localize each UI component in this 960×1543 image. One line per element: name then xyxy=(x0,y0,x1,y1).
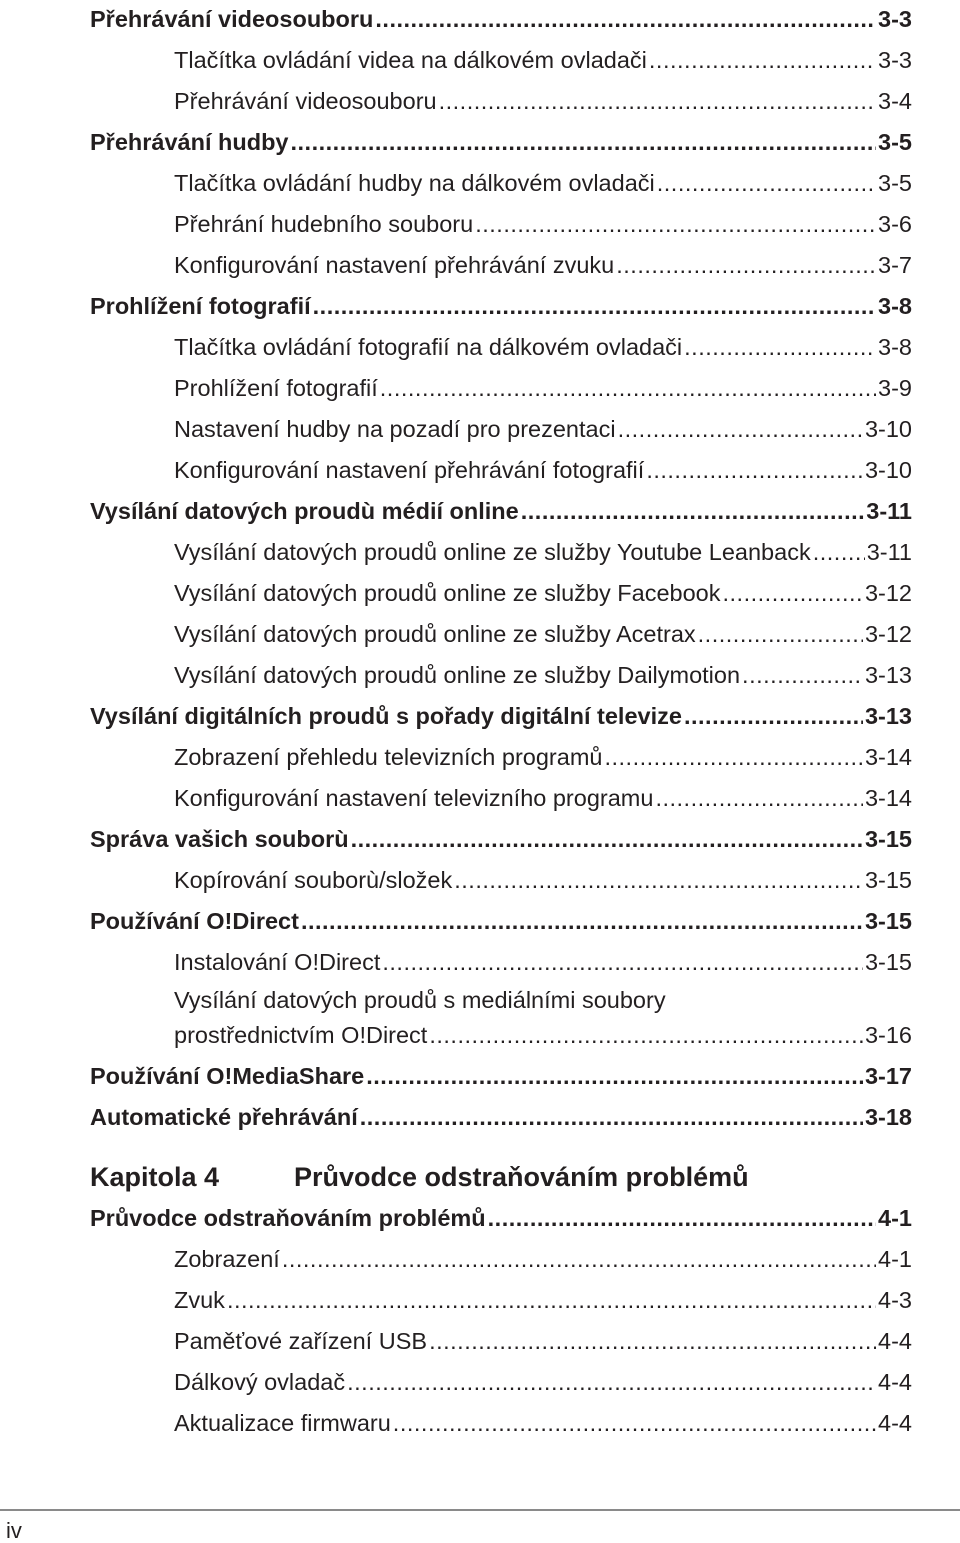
toc-leader-dots xyxy=(347,1368,876,1396)
toc-entry-page: 3-15 xyxy=(864,949,912,975)
toc-entry-title: Správa vašich souborù xyxy=(90,826,349,852)
toc-subsection-entry[interactable] xyxy=(90,943,912,984)
toc-entry-title: Zvuk xyxy=(174,1287,225,1313)
toc-entry-title: Vysílání datových proudů online ze služby Youtube Leanback xyxy=(174,539,811,565)
toc-leader-dots xyxy=(655,784,863,812)
toc-subsection-entry[interactable] xyxy=(90,41,912,82)
toc-leader-dots xyxy=(646,456,863,484)
toc-entry-page: 3-14 xyxy=(864,744,912,770)
toc-entry-page: 3-17 xyxy=(864,1063,912,1089)
toc-subsection-entry[interactable] xyxy=(90,82,912,123)
toc-entry-page: 3-11 xyxy=(866,539,912,565)
toc-subsection-entry[interactable] xyxy=(90,328,912,369)
toc-entry-page: 4-4 xyxy=(878,1410,912,1436)
toc-entry-page: 3-5 xyxy=(878,170,912,196)
toc-subsection-entry[interactable] xyxy=(90,1363,912,1404)
toc-leader-dots xyxy=(382,948,863,976)
toc-entry-title: Automatické přehrávání xyxy=(90,1104,358,1130)
toc-leader-dots xyxy=(313,292,876,320)
toc-entry-page: 3-4 xyxy=(878,88,912,114)
toc-entry-title: Přehrávání hudby xyxy=(90,129,289,155)
toc-leader-dots xyxy=(366,1062,863,1090)
toc-entry-page: 3-3 xyxy=(878,47,912,73)
toc-subsection-entry[interactable] xyxy=(90,205,912,246)
toc-leader-dots xyxy=(227,1286,876,1314)
toc-entry-title: Vysílání datových proudů online ze služby Dailymotion xyxy=(174,662,741,688)
toc-leader-dots xyxy=(488,1204,876,1232)
toc-entry-title: Tlačítka ovládání videa na dálkovém ovladači xyxy=(174,47,647,73)
toc-leader-dots xyxy=(282,1245,876,1273)
toc-subsection-entry[interactable] xyxy=(90,451,912,492)
toc-entry-title: Přehrávání videosouboru xyxy=(174,88,437,114)
toc-entry-title: Tlačítka ovládání fotografií na dálkovém ovladači xyxy=(174,334,683,360)
toc-entry-page: 4-1 xyxy=(878,1246,912,1272)
toc-entry-title: Přehrání hudebního souboru xyxy=(174,211,474,237)
toc-entry-title: Nastavení hudby na pozadí pro prezentaci xyxy=(174,416,616,442)
toc-entry-title: Kopírování souborù/složek xyxy=(174,867,453,893)
toc-entry-title: Vysílání datových proudů online ze služby Facebook xyxy=(174,580,721,606)
toc-entry-title: Instalování O!Direct xyxy=(174,949,381,975)
toc-leader-dots xyxy=(813,538,865,566)
toc-entry-page: 3-15 xyxy=(864,826,912,852)
toc-leader-dots xyxy=(684,333,876,361)
toc-entry-title-line1: Vysílání datových proudů s mediálními soubory xyxy=(174,987,666,1013)
footer-divider xyxy=(0,1509,960,1511)
toc-leader-dots xyxy=(351,825,863,853)
toc-subsection-entry[interactable] xyxy=(90,164,912,205)
toc-leader-dots xyxy=(291,128,877,156)
toc-leader-dots xyxy=(649,46,876,74)
toc-leader-dots xyxy=(429,1021,863,1049)
toc-entry-title: Tlačítka ovládání hudby na dálkovém ovladači xyxy=(174,170,655,196)
chapter-heading xyxy=(90,1139,912,1199)
toc-section-entry[interactable] xyxy=(90,697,912,738)
toc-entry-page: 3-18 xyxy=(864,1104,912,1130)
toc-leader-dots xyxy=(616,251,876,279)
toc-leader-dots xyxy=(684,702,863,730)
toc-section-entry[interactable] xyxy=(90,0,912,41)
toc-entry-page: 3-10 xyxy=(864,416,912,442)
toc-subsection-entry[interactable] xyxy=(90,369,912,410)
toc-entry-title: Aktualizace firmwaru xyxy=(174,1410,391,1436)
toc-section-entry[interactable] xyxy=(90,902,912,943)
toc-leader-dots xyxy=(360,1103,863,1131)
toc-subsection-entry[interactable] xyxy=(90,861,912,902)
toc-entry-title: Používání O!Direct xyxy=(90,908,299,934)
toc-section-entry[interactable] xyxy=(90,287,912,328)
toc-leader-dots xyxy=(657,169,876,197)
toc-subsection-entry[interactable] xyxy=(90,574,912,615)
toc-entry-title: Zobrazení xyxy=(174,1246,280,1272)
toc-subsection-entry[interactable] xyxy=(90,738,912,779)
toc-section-entry[interactable] xyxy=(90,1057,912,1098)
toc-entry-page: 3-16 xyxy=(864,1022,912,1048)
toc-subsection-entry[interactable] xyxy=(90,1240,912,1281)
page-number: iv xyxy=(6,1518,22,1543)
toc-entry-multiline[interactable] xyxy=(90,984,912,1057)
toc-entry-page: 4-4 xyxy=(878,1369,912,1395)
toc-leader-dots xyxy=(375,5,876,33)
toc-entry-title: Dálkový ovladač xyxy=(174,1369,346,1395)
toc-leader-dots xyxy=(604,743,862,771)
toc-subsection-entry[interactable] xyxy=(90,246,912,287)
toc-leader-dots xyxy=(454,866,863,894)
toc-leader-dots xyxy=(742,661,863,689)
toc-entry-title-line2: prostřednictvím O!Direct xyxy=(174,1022,428,1048)
toc-section-entry[interactable] xyxy=(90,820,912,861)
toc-entry-page: 4-1 xyxy=(878,1205,912,1231)
toc-subsection-entry[interactable] xyxy=(90,615,912,656)
toc-section-entry[interactable] xyxy=(90,1098,912,1139)
toc-entry-page: 3-11 xyxy=(866,498,912,524)
chapter-label: Kapitola 4 xyxy=(90,1162,220,1192)
toc-entry-title: Paměťové zařízení USB xyxy=(174,1328,428,1354)
toc-entry-page: 3-12 xyxy=(864,621,912,647)
toc-section-entry[interactable] xyxy=(90,123,912,164)
toc-section-chapter-3-end xyxy=(90,1057,912,1139)
toc-subsection-entry[interactable] xyxy=(90,656,912,697)
table-of-contents xyxy=(90,0,912,1445)
toc-section-entry[interactable] xyxy=(90,1199,912,1240)
toc-entry-page: 3-6 xyxy=(878,211,912,237)
toc-entry-title: Konfigurování nastavení přehrávání zvuku xyxy=(174,252,615,278)
toc-leader-dots xyxy=(475,210,876,238)
toc-leader-dots xyxy=(301,907,863,935)
toc-entry-page: 3-10 xyxy=(864,457,912,483)
toc-entry-title: Vysílání digitálních proudů s pořady digitální televize xyxy=(90,703,682,729)
toc-leader-dots xyxy=(722,579,862,607)
toc-entry-page: 4-3 xyxy=(878,1287,912,1313)
toc-leader-dots xyxy=(521,497,865,525)
toc-section-chapter-4 xyxy=(90,1199,912,1445)
toc-subsection-entry[interactable] xyxy=(90,1404,912,1445)
toc-leader-dots xyxy=(618,415,863,443)
toc-entry-page: 3-12 xyxy=(864,580,912,606)
toc-entry-page: 3-8 xyxy=(878,334,912,360)
toc-subsection-entry[interactable] xyxy=(90,1281,912,1322)
toc-subsection-entry[interactable] xyxy=(90,779,912,820)
toc-entry-title: Prohlížení fotografií xyxy=(90,293,311,319)
chapter-title: Průvodce odstraňováním problémů xyxy=(294,1162,749,1192)
toc-section-entry[interactable] xyxy=(90,492,912,533)
toc-entry-page: 3-14 xyxy=(864,785,912,811)
toc-entry-page: 3-9 xyxy=(878,375,912,401)
toc-leader-dots xyxy=(380,374,876,402)
toc-leader-dots xyxy=(698,620,863,648)
toc-entry-title: Přehrávání videosouboru xyxy=(90,6,374,32)
toc-entry-title: Konfigurování nastavení přehrávání fotografií xyxy=(174,457,645,483)
toc-entry-title: Zobrazení přehledu televizních programů xyxy=(174,744,603,770)
toc-leader-dots xyxy=(439,87,876,115)
toc-entry-page: 3-7 xyxy=(878,252,912,278)
toc-entry-title: Konfigurování nastavení televizního programu xyxy=(174,785,654,811)
toc-leader-dots xyxy=(429,1327,876,1355)
toc-section-chapter-3 xyxy=(90,0,912,984)
toc-entry-title: Používání O!MediaShare xyxy=(90,1063,365,1089)
toc-entry-title: Průvodce odstraňováním problémů xyxy=(90,1205,486,1231)
toc-entry-title: Vysílání datových proudù médií online xyxy=(90,498,519,524)
toc-subsection-entry[interactable] xyxy=(90,533,912,574)
toc-entry-page: 3-8 xyxy=(878,293,912,319)
toc-entry-page: 3-15 xyxy=(864,867,912,893)
toc-entry-page: 3-13 xyxy=(864,662,912,688)
toc-entry-title: Prohlížení fotografií xyxy=(174,375,378,401)
toc-subsection-entry[interactable] xyxy=(90,410,912,451)
toc-subsection-entry[interactable] xyxy=(90,1322,912,1363)
toc-entry-page: 3-5 xyxy=(878,129,912,155)
toc-entry-page: 4-4 xyxy=(878,1328,912,1354)
toc-leader-dots xyxy=(393,1409,876,1437)
toc-entry-title: Vysílání datových proudů online ze služby Acetrax xyxy=(174,621,696,647)
toc-entry-page: 3-13 xyxy=(864,703,912,729)
toc-entry-page: 3-15 xyxy=(864,908,912,934)
toc-entry-page: 3-3 xyxy=(878,6,912,32)
